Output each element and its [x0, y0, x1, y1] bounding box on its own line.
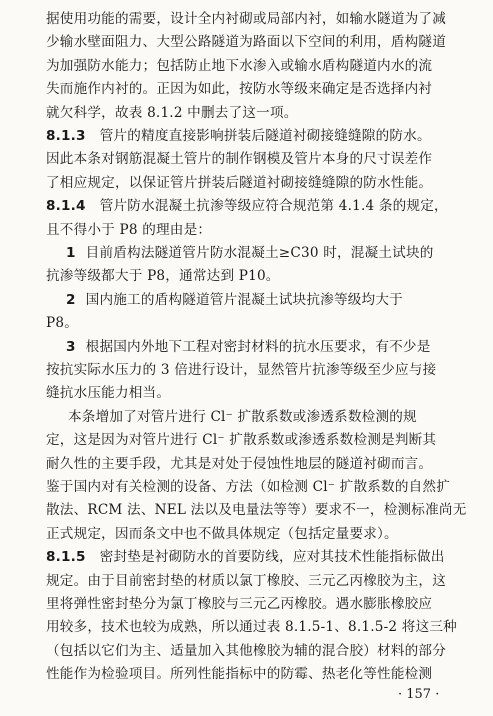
text-line: [66, 290, 473, 310]
line-text: 据使用功能的需要，设计全内衬砌或局部内衬，如输水隧道为了减: [46, 11, 447, 27]
line-text: 本条增加了对管片进行 Cl⁻ 扩散系数或渗透系数检测的规: [68, 408, 417, 425]
text-line: [68, 407, 473, 427]
text-line: [46, 360, 473, 380]
text-line: [46, 524, 473, 544]
line-text: 性能作为检验项目。所列性能指标中的防霉、热老化等性能检测: [46, 666, 433, 683]
line-text: 散法、RCM 法、NEL 法以及电量法等等）要求不一，检测标准尚无: [46, 502, 467, 519]
text-line: [46, 56, 473, 76]
line-text: 了相应规定，以保证管片拼装后隧道衬砌接缝缝隙的防水性能。: [46, 174, 433, 191]
line-text: 正式规定，因而条文中也不做具体规定（包括定量要求）。: [46, 525, 398, 542]
text-line: [46, 641, 473, 661]
item-number: 3: [66, 338, 76, 355]
text-line: [46, 266, 473, 286]
text-line: [46, 173, 473, 193]
section-number: 8.1.5: [46, 549, 86, 566]
text-line: [46, 454, 473, 474]
text-line: [46, 32, 473, 52]
line-text: 管片的精度直接影响拼装后隧道衬砌接缝缝隙的防水。: [99, 128, 431, 144]
line-text: 按抗实际水压力的 3 倍进行设计，显然管片抗渗等级至少应与接: [46, 362, 437, 378]
line-text: 里将弹性密封垫分为氯丁橡胶与三元乙丙橡胶。遇水膨胀橡胶应: [46, 596, 433, 612]
line-text: 定，这是因为对管片进行 Cl⁻ 扩散系数或渗透系数检测是判断其: [46, 432, 437, 449]
text-line: [46, 220, 473, 240]
text-line: [46, 430, 473, 450]
text-line: [46, 664, 473, 684]
line-text: 规定。由于目前密封垫的材质以氯丁橡胶、三元乙丙橡胶为主，这: [46, 572, 447, 589]
text-line: [46, 547, 473, 567]
text-line: [46, 617, 473, 637]
line-text: 因此本条对钢筋混凝土管片的制作钢模及管片本身的尺寸误差作: [46, 151, 433, 168]
line-text: 耐久性的主要手段，尤其是对处于侵蚀性地层的隧道衬砌而言。: [46, 455, 433, 472]
line-text: 抗渗等级都大于 P8，通常达到 P10。: [46, 268, 280, 285]
line-text: 根据国内外地下工程对密封材料的抗水压要求，有不少是: [85, 338, 431, 355]
line-text: 用较多，技术也较为成熟，所以通过表 8.1.5-1、8.1.5-2 将这三种: [46, 619, 457, 636]
line-text: 鉴于国内对有关检测的设备、方法（如检测 Cl⁻ 扩散系数的自然扩: [46, 479, 450, 495]
text-line: [46, 313, 473, 333]
text-line: [46, 9, 473, 29]
item-number: 2: [66, 291, 76, 308]
item-number: 1: [66, 245, 76, 261]
line-text: 且不得小于 P8 的理由是：: [46, 221, 212, 238]
line-text: 少输水壁面阻力、大型公路隧道为路面以下空间的利用，盾构隧道: [46, 34, 447, 51]
text-line: [46, 103, 473, 123]
text-line: [46, 196, 473, 216]
text-line: [46, 477, 473, 497]
line-text: 目前盾构法隧道管片防水混凝土≥C30 时，混凝土试块的: [85, 245, 434, 261]
text-line: [66, 243, 473, 263]
text-line: [46, 79, 473, 99]
line-text: 就欠科学，故表 8.1.2 中删去了这一项。: [46, 104, 298, 121]
line-text: 缝抗水压能力相当。: [46, 385, 171, 402]
text-line: [46, 149, 473, 169]
line-text: P8。: [46, 315, 78, 332]
line-text: 管片防水混凝土抗渗等级应符合规范第 4.1.4 条的规定，: [99, 198, 448, 215]
line-text: （包括以它们为主、适量加入其他橡胶为辅的混合胶）材料的部分: [46, 642, 447, 659]
text-line: [46, 383, 473, 403]
text-line: [46, 594, 473, 614]
text-line: [46, 126, 473, 146]
page-number: · 157 ·: [398, 687, 440, 702]
line-text: 国内施工的盾构隧道管片混凝土试块抗渗等级均大于: [85, 291, 403, 308]
line-text: 密封垫是衬砌防水的首要防线，应对其技术性能指标做出: [99, 549, 445, 566]
line-text: 失而施作内衬的。正因为如此，按防水等级来确定是否选择内衬: [46, 81, 433, 98]
line-text: 为加强防水能力；包括防止地下水渗入或输水盾构隧道内水的流: [46, 57, 433, 74]
text-line: [66, 337, 473, 357]
section-number: 8.1.3: [46, 128, 86, 144]
section-number: 8.1.4: [46, 198, 86, 215]
text-line: [46, 571, 473, 591]
text-line: [46, 500, 473, 520]
